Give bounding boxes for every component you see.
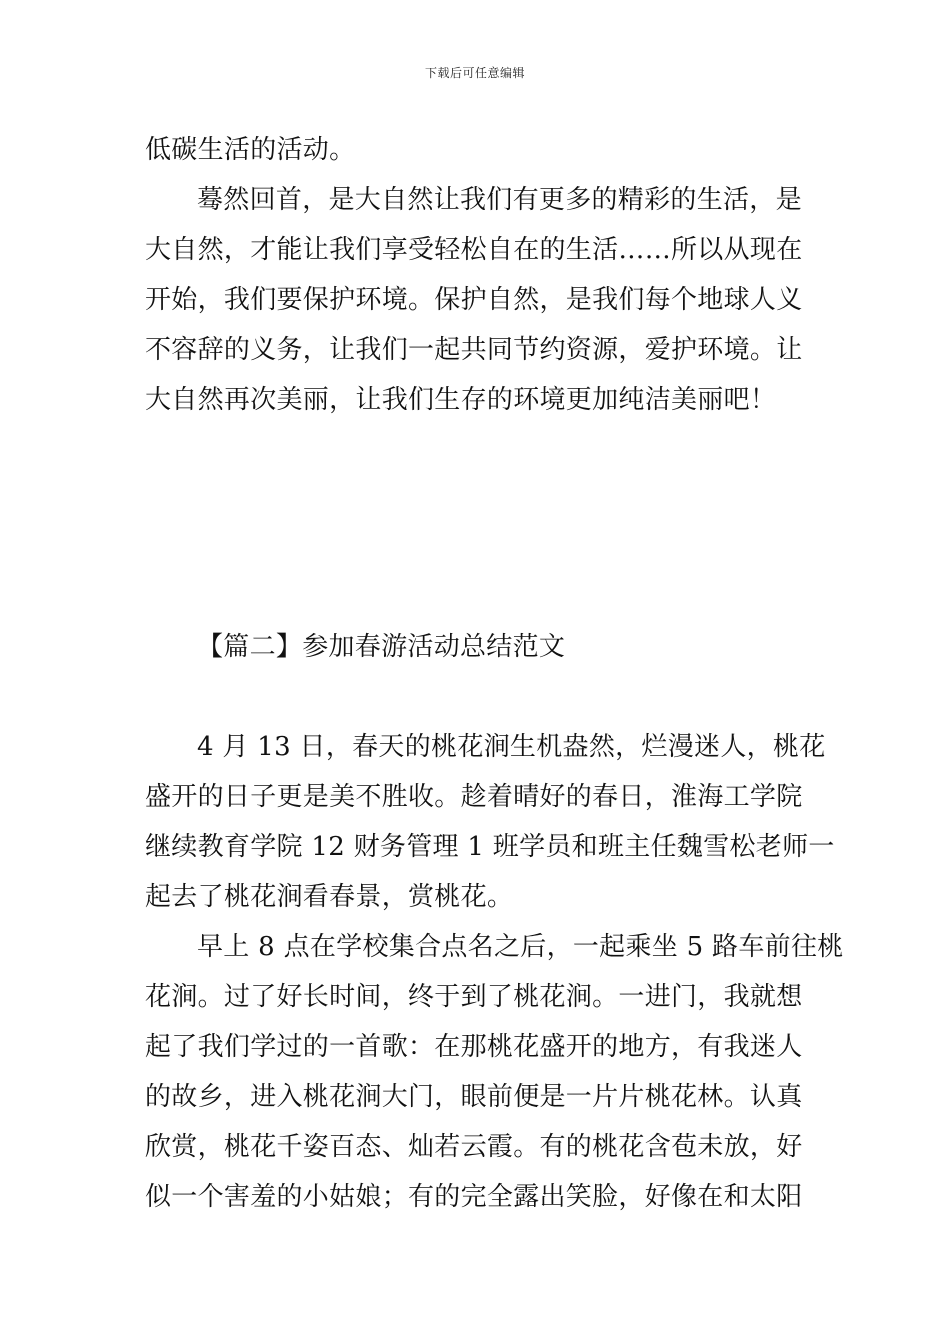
body-text-line: 的故乡，进入桃花涧大门，眼前便是一片片桃花林。认真: [145, 1082, 803, 1112]
body-text-line: 开始，我们要保护环境。保护自然，是我们每个地球人义: [145, 285, 803, 315]
body-text-line: 花涧。过了好长时间，终于到了桃花涧。一进门，我就想: [145, 982, 803, 1012]
body-text-line: 起去了桃花涧看春景，赏桃花。: [145, 882, 514, 912]
body-text-line: 大自然，才能让我们享受轻松自在的生活……所以从现在: [145, 235, 803, 265]
body-text-line: 大自然再次美丽，让我们生存的环境更加纯洁美丽吧！: [145, 385, 777, 415]
paragraph-first-line: 早上 8 点在学校集合点名之后，一起乘坐 5 路车前往桃: [197, 932, 844, 962]
body-text-line: 起了我们学过的一首歌：在那桃花盛开的地方，有我迷人: [145, 1032, 803, 1062]
page-header: 下载后可任意编辑: [424, 66, 525, 80]
body-text-line: 低碳生活的活动。: [145, 135, 356, 165]
body-text-line: 不容辞的义务，让我们一起共同节约资源，爱护环境。让: [145, 335, 803, 365]
section-title: 【篇二】参加春游活动总结范文: [197, 632, 566, 662]
body-text-line: 继续教育学院 12 财务管理 1 班学员和班主任魏雪松老师一: [145, 832, 835, 862]
body-text-line: 盛开的日子更是美不胜收。趁着晴好的春日，淮海工学院: [145, 782, 803, 812]
body-text-line: 欣赏，桃花千姿百态、灿若云霞。有的桃花含苞未放，好: [145, 1132, 803, 1162]
paragraph-first-line: 蓦然回首，是大自然让我们有更多的精彩的生活，是: [197, 185, 802, 215]
paragraph-first-line: 4 月 13 日，春天的桃花涧生机盎然，烂漫迷人，桃花: [197, 732, 826, 762]
body-text-line: 似一个害羞的小姑娘；有的完全露出笑脸，好像在和太阳: [145, 1182, 803, 1212]
